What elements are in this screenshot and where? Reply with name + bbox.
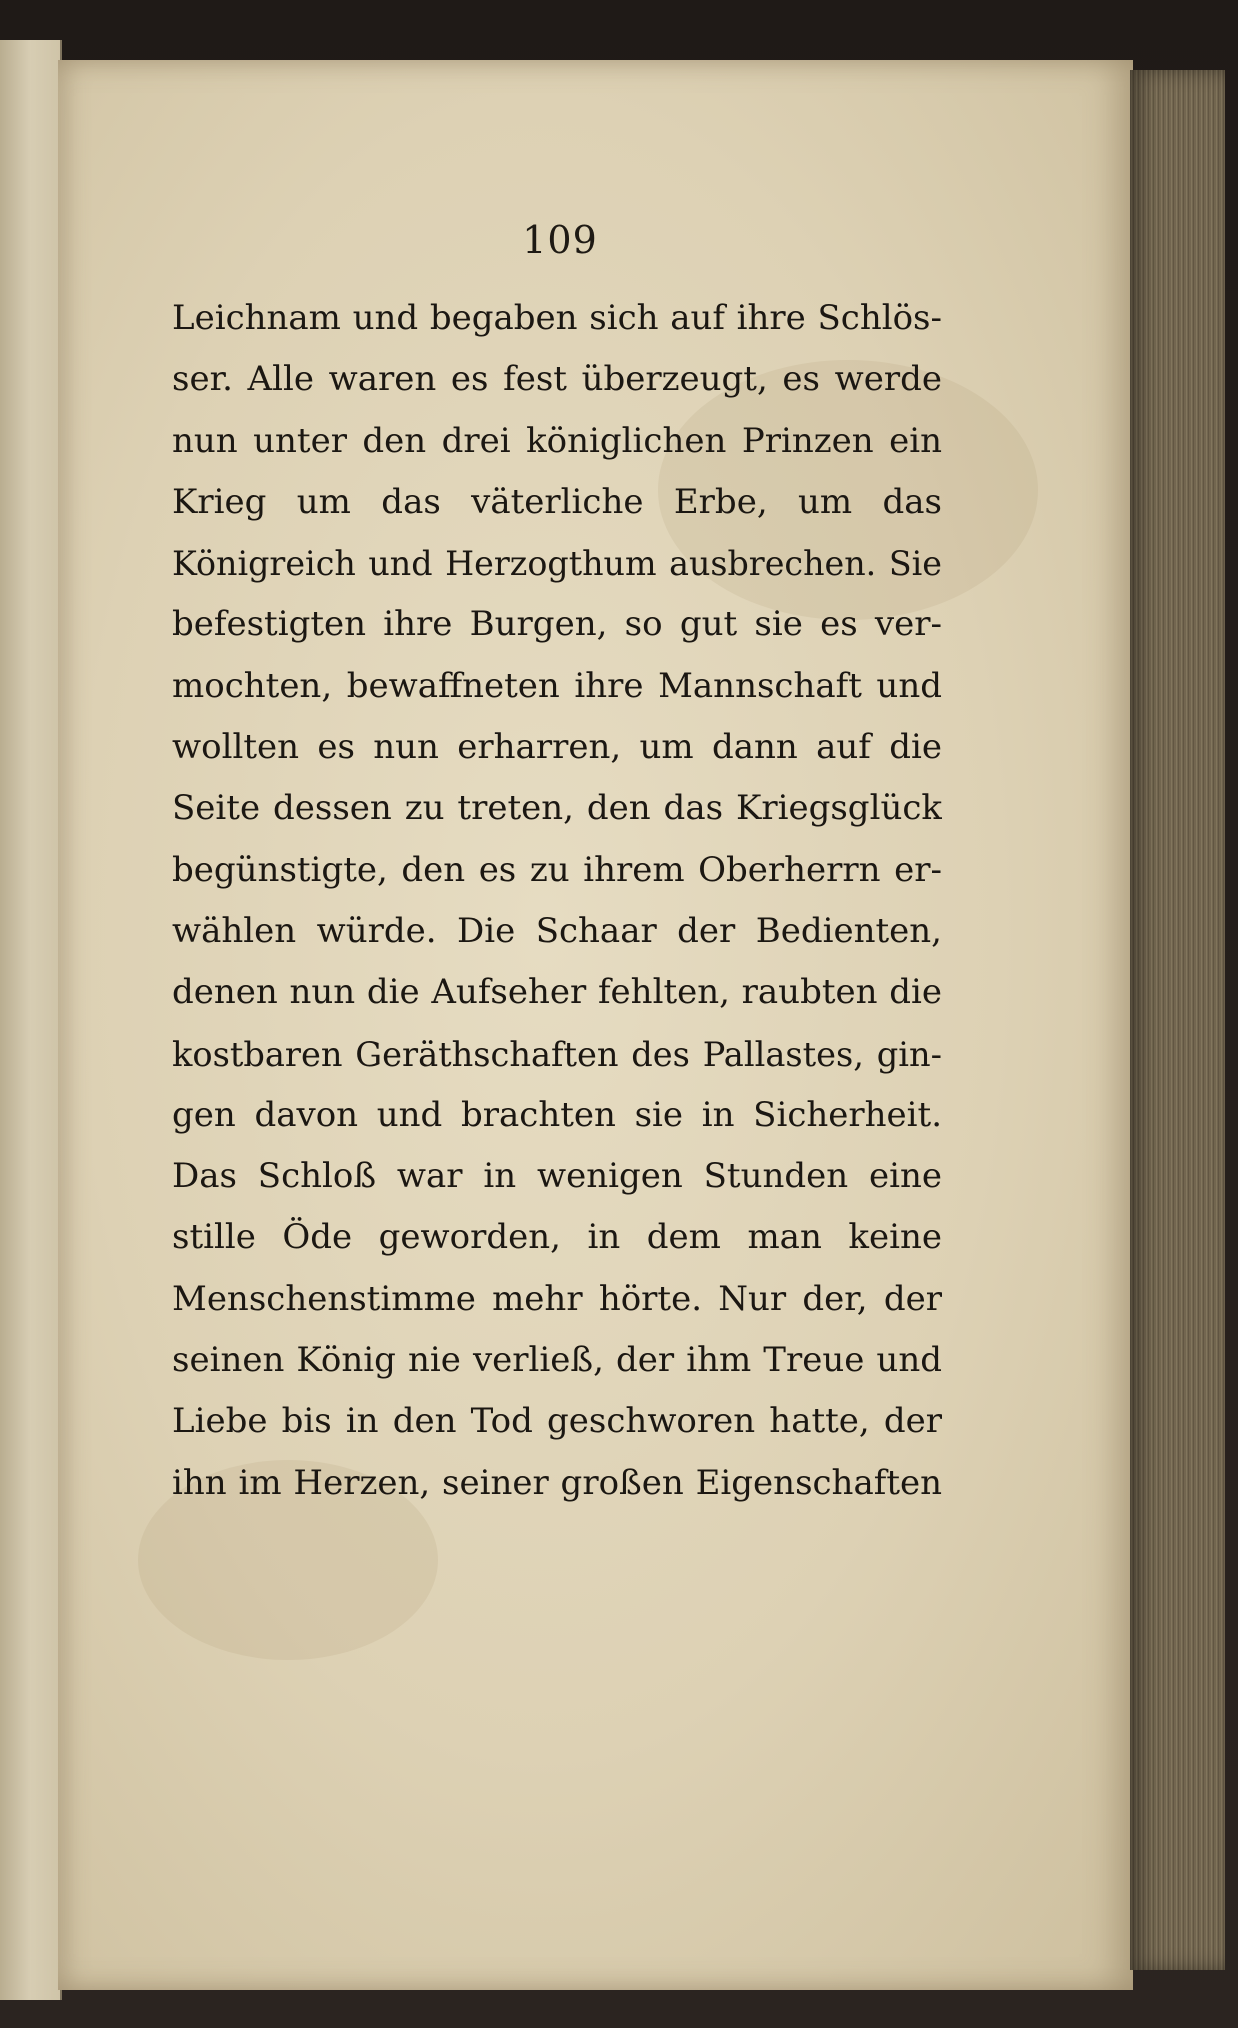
text-line: gen davon und brachten sie in Sicherheit. bbox=[172, 1094, 942, 1135]
text-line: mochten, bewaffneten ihre Mannschaft und bbox=[172, 665, 942, 706]
text-line: Krieg um das väterliche Erbe, um das bbox=[172, 481, 942, 522]
text-line: begünstigte, den es zu ihrem Oberherrn er- bbox=[172, 849, 942, 890]
text-line: befestigten ihre Burgen, so gut sie es ver- bbox=[172, 604, 942, 645]
text-line: Liebe bis in den Tod geschworen hatte, der bbox=[172, 1401, 942, 1442]
text-line: wollten es nun erharren, um dann auf die bbox=[172, 727, 942, 768]
page-number: 109 bbox=[522, 218, 598, 262]
text-line: Seite dessen zu treten, den das Kriegsglück bbox=[172, 788, 942, 829]
text-line: nun unter den drei königlichen Prinzen ein bbox=[172, 420, 942, 461]
text-line: kostbaren Geräthschaften des Pallastes, gin- bbox=[172, 1034, 942, 1074]
left-page-edge bbox=[0, 40, 62, 2000]
text-line: seinen König nie verließ, der ihm Treue und bbox=[172, 1340, 942, 1381]
text-line: Königreich und Herzogthum ausbrechen. Sie bbox=[172, 544, 942, 584]
text-line: Menschenstimme mehr hörte. Nur der, der bbox=[172, 1278, 942, 1319]
text-line: Leichnam und begaben sich auf ihre Schlös- bbox=[172, 298, 942, 338]
text-line: stille Öde geworden, in dem man keine bbox=[172, 1217, 942, 1258]
text-line: Das Schloß war in wenigen Stunden eine bbox=[172, 1156, 942, 1197]
page-stack-edge bbox=[1130, 70, 1225, 1970]
body-text bbox=[172, 288, 942, 1514]
text-line: ihn im Herzen, seiner großen Eigenschaften bbox=[172, 1462, 942, 1503]
text-line: denen nun die Aufseher fehlten, raubten die bbox=[172, 972, 942, 1013]
text-line: ser. Alle waren es fest überzeugt, es werde bbox=[172, 359, 942, 400]
text-line: wählen würde. Die Schaar der Bedienten, bbox=[172, 910, 942, 951]
